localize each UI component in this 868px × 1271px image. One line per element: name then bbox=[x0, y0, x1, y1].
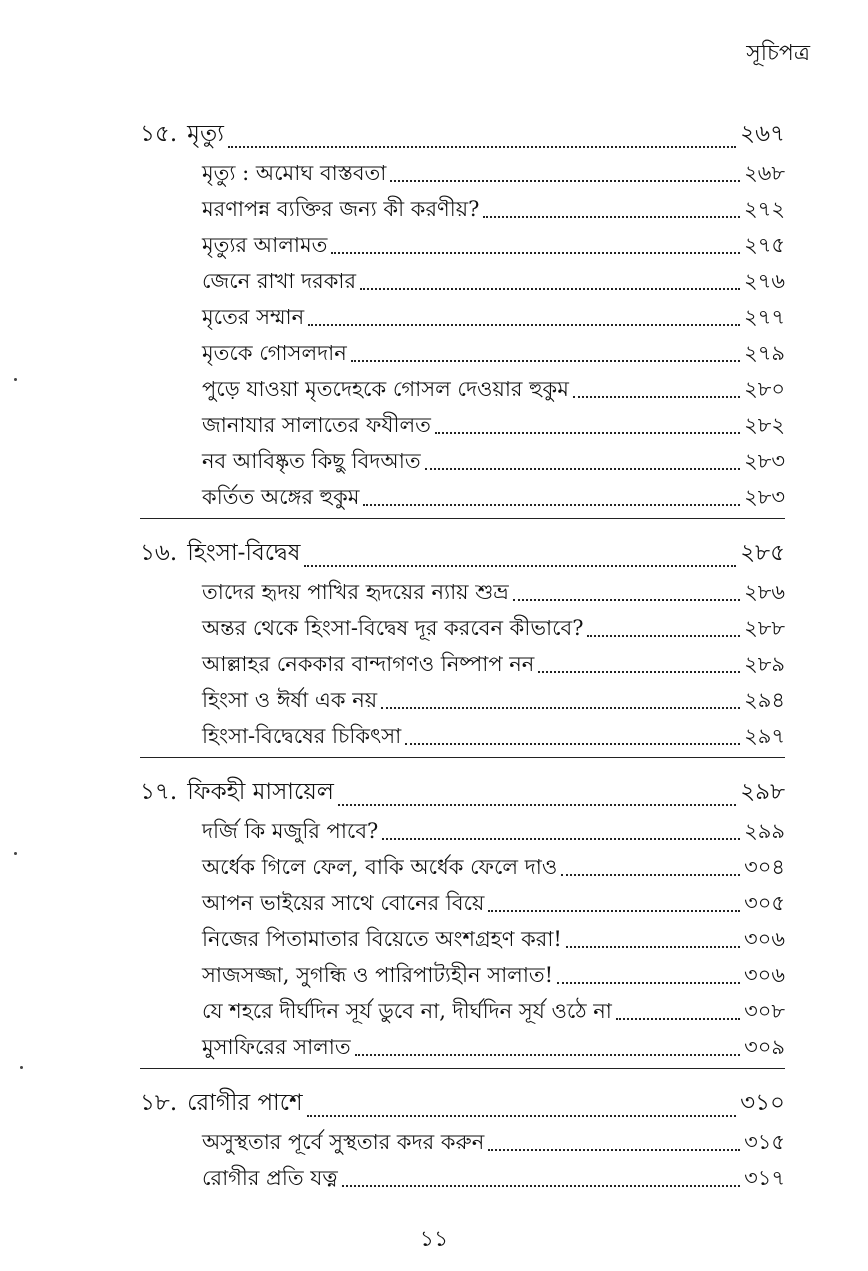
chapter-number: ১৭. bbox=[140, 779, 178, 805]
toc-entry bbox=[140, 1123, 785, 1159]
chapter-row bbox=[140, 1081, 785, 1123]
entry-title: অসুস্থতার পূর্বে সুস্থতার কদর করুন bbox=[202, 1130, 485, 1154]
dot-leader bbox=[355, 1054, 740, 1056]
chapter-row bbox=[140, 770, 785, 812]
chapter-number: ১৫. bbox=[140, 121, 178, 147]
dot-leader bbox=[331, 252, 740, 254]
dot-leader bbox=[342, 1185, 740, 1187]
chapter-divider bbox=[140, 757, 785, 758]
entry-title: আল্লাহর নেককার বান্দাগণও নিষ্পাপ নন bbox=[202, 652, 535, 676]
entry-title: দর্জি কি মজুরি পাবে? bbox=[202, 819, 379, 843]
entry-title: মৃতকে গোসলদান bbox=[202, 341, 347, 365]
entry-page: ৩০৪ bbox=[744, 855, 785, 879]
entry-page: ২৮৩ bbox=[744, 485, 785, 509]
chapter-divider bbox=[140, 518, 785, 519]
entry-title: তাদের হৃদয় পাখির হৃদয়ের ন্যায় শুভ্র bbox=[202, 580, 509, 604]
toc-chapter bbox=[140, 112, 785, 519]
toc-entry bbox=[140, 154, 785, 190]
scan-speck bbox=[14, 852, 17, 855]
entry-page: ৩০৬ bbox=[744, 963, 785, 987]
entry-title: নব আবিষ্কৃত কিছু বিদআত bbox=[202, 449, 421, 473]
chapter-number: ১৮. bbox=[140, 1090, 178, 1116]
toc-entry bbox=[140, 920, 785, 956]
toc-entry bbox=[140, 956, 785, 992]
entry-title: কর্তিত অঙ্গের হুকুম bbox=[202, 485, 360, 509]
dot-leader bbox=[351, 360, 740, 362]
entry-page: ২৮২ bbox=[744, 413, 785, 437]
dot-leader bbox=[566, 946, 740, 948]
toc-entry bbox=[140, 190, 785, 226]
toc-entry bbox=[140, 609, 785, 645]
dot-leader bbox=[435, 432, 740, 434]
chapter-title: রোগীর পাশে bbox=[187, 1090, 303, 1116]
entry-title: মৃত্যুর আলামত bbox=[202, 233, 328, 257]
dot-leader bbox=[304, 565, 736, 567]
entry-page: ২৮৯ bbox=[744, 652, 785, 676]
entry-page: ২৭৭ bbox=[744, 305, 785, 329]
chapter-title: হিংসা-বিদ্বেষ bbox=[187, 540, 301, 566]
dot-leader bbox=[405, 743, 740, 745]
entry-page: ২৭৯ bbox=[744, 341, 785, 365]
entry-page: ৩০৬ bbox=[744, 927, 785, 951]
chapter-page: ২৯৮ bbox=[740, 779, 785, 805]
entry-title: অন্তর থেকে হিংসা-বিদ্বেষ দূর করবেন কীভাবে? bbox=[202, 616, 584, 640]
toc-entry bbox=[140, 442, 785, 478]
dot-leader bbox=[573, 396, 740, 398]
entry-page: ৩০৮ bbox=[744, 999, 785, 1023]
chapter-page: ২৬৭ bbox=[740, 121, 785, 147]
entry-page: ৩১৭ bbox=[744, 1166, 785, 1190]
toc-chapter bbox=[140, 770, 785, 1069]
dot-leader bbox=[382, 838, 740, 840]
dot-leader bbox=[616, 1018, 740, 1020]
entry-title: জানাযার সালাতের ফযীলত bbox=[202, 413, 431, 437]
dot-leader bbox=[390, 180, 740, 182]
entry-title: হিংসা ও ঈর্ষা এক নয় bbox=[202, 688, 378, 712]
dot-leader bbox=[513, 599, 740, 601]
chapter-page: ৩১০ bbox=[740, 1090, 785, 1116]
dot-leader bbox=[488, 910, 740, 912]
chapter-title: মৃত্যু bbox=[187, 121, 224, 147]
toc-entry bbox=[140, 717, 785, 753]
entry-title: হিংসা-বিদ্বেষের চিকিৎসা bbox=[202, 724, 402, 748]
entry-title: জেনে রাখা দরকার bbox=[202, 269, 357, 293]
entry-page: ২৭৫ bbox=[744, 233, 785, 257]
scan-speck bbox=[14, 378, 17, 381]
toc-entry bbox=[140, 298, 785, 334]
dot-leader bbox=[483, 216, 740, 218]
entry-page: ২৮৮ bbox=[744, 616, 785, 640]
entry-title: মৃত্যু : অমোঘ বাস্তবতা bbox=[202, 161, 387, 185]
entry-title: যে শহরে দীর্ঘদিন সূর্য ডুবে না, দীর্ঘদিন সূর্য ওঠে না bbox=[202, 999, 612, 1023]
toc-entry bbox=[140, 334, 785, 370]
dot-leader bbox=[363, 504, 740, 506]
entry-page: ২৮৬ bbox=[744, 580, 785, 604]
toc-entry bbox=[140, 1028, 785, 1064]
entry-page: ২৬৮ bbox=[744, 161, 785, 185]
dot-leader bbox=[338, 804, 736, 806]
toc-entry bbox=[140, 406, 785, 442]
entry-page: ৩০৯ bbox=[744, 1035, 785, 1059]
chapter-number: ১৬. bbox=[140, 540, 178, 566]
entry-title: মরণাপন্ন ব্যক্তির জন্য কী করণীয়? bbox=[202, 197, 480, 221]
toc-chapter bbox=[140, 1081, 785, 1195]
page-number: ১১ bbox=[419, 1227, 449, 1252]
dot-leader bbox=[228, 146, 736, 148]
toc-entry bbox=[140, 812, 785, 848]
chapter-page: ২৮৫ bbox=[740, 540, 785, 566]
dot-leader bbox=[561, 874, 740, 876]
dot-leader bbox=[425, 468, 740, 470]
entry-title: মৃতের সম্মান bbox=[202, 305, 305, 329]
entry-page: ৩১৫ bbox=[744, 1130, 785, 1154]
toc-entry bbox=[140, 681, 785, 717]
dot-leader bbox=[587, 635, 740, 637]
entry-title: রোগীর প্রতি যত্ন bbox=[202, 1166, 338, 1190]
entry-page: ২৯৪ bbox=[744, 688, 785, 712]
chapter-row bbox=[140, 112, 785, 154]
toc-entry bbox=[140, 848, 785, 884]
running-head: সূচিপত্র bbox=[746, 41, 810, 66]
dot-leader bbox=[360, 288, 740, 290]
dot-leader bbox=[538, 671, 740, 673]
entry-page: ২৭২ bbox=[744, 197, 785, 221]
toc-entry bbox=[140, 1159, 785, 1195]
entry-title: নিজের পিতামাতার বিয়েতে অংশগ্রহণ করা! bbox=[202, 927, 562, 951]
entry-title: আপন ভাইয়ের সাথে বোনের বিয়ে bbox=[202, 891, 485, 915]
entry-title: সাজসজ্জা, সুগন্ধি ও পারিপাট্যহীন সালাত! bbox=[202, 963, 554, 987]
toc-chapter bbox=[140, 531, 785, 758]
entry-title: পুড়ে যাওয়া মৃতদেহকে গোসল দেওয়ার হুকুম bbox=[202, 377, 569, 401]
chapter-row bbox=[140, 531, 785, 573]
dot-leader bbox=[381, 707, 740, 709]
toc-entry bbox=[140, 370, 785, 406]
dot-leader bbox=[557, 982, 740, 984]
toc-entry bbox=[140, 573, 785, 609]
toc-entry bbox=[140, 478, 785, 514]
toc-entry bbox=[140, 226, 785, 262]
scan-speck bbox=[20, 1066, 23, 1069]
entry-page: ৩০৫ bbox=[744, 891, 785, 915]
dot-leader bbox=[308, 324, 740, 326]
entry-title: মুসাফিরের সালাত bbox=[202, 1035, 351, 1059]
toc-entry bbox=[140, 992, 785, 1028]
toc-entry bbox=[140, 645, 785, 681]
toc-entry bbox=[140, 262, 785, 298]
dot-leader bbox=[488, 1149, 740, 1151]
toc-entry bbox=[140, 884, 785, 920]
chapter-title: ফিকহী মাসায়েল bbox=[187, 779, 334, 805]
entry-page: ২৯৭ bbox=[744, 724, 785, 748]
chapter-divider bbox=[140, 1068, 785, 1069]
entry-page: ২৮৩ bbox=[744, 449, 785, 473]
table-of-contents bbox=[140, 112, 785, 1205]
dot-leader bbox=[307, 1115, 737, 1117]
entry-title: অর্ধেক গিলে ফেল, বাকি অর্ধেক ফেলে দাও bbox=[202, 855, 558, 879]
entry-page: ২৯৯ bbox=[744, 819, 785, 843]
entry-page: ২৭৬ bbox=[744, 269, 785, 293]
entry-page: ২৮০ bbox=[744, 377, 785, 401]
